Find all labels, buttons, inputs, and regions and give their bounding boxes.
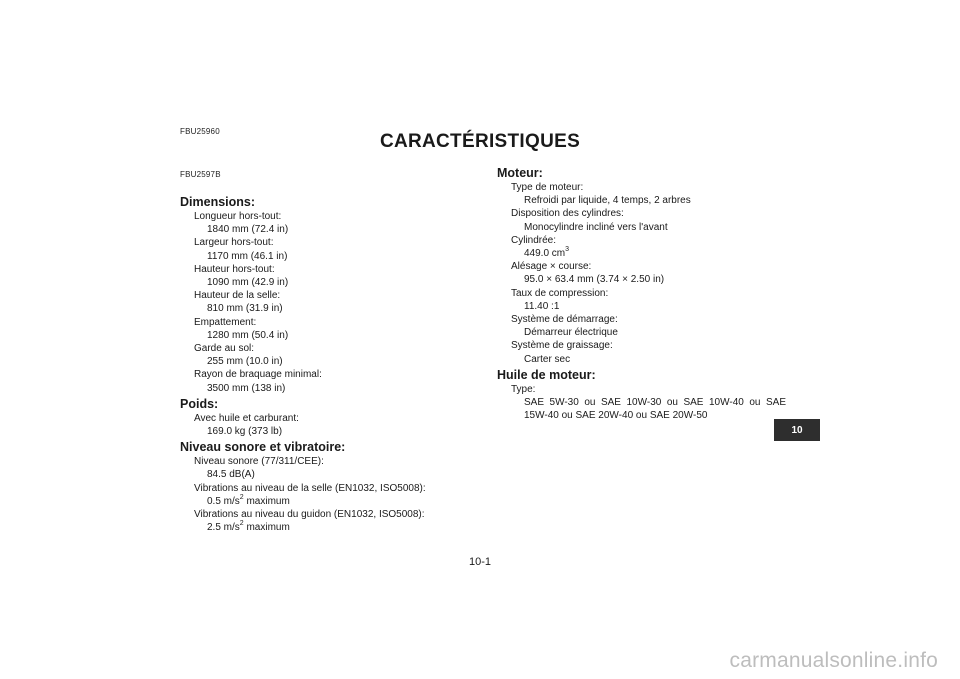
engine-heading: Moteur: (497, 166, 543, 180)
spec-label: Hauteur de la selle: (194, 290, 281, 302)
spec-value: 1840 mm (72.4 in) (207, 224, 289, 236)
weight-heading: Poids: (180, 396, 219, 411)
displacement-exp: 3 (565, 245, 570, 253)
spec-value (180, 495, 480, 508)
spec-label: Longueur hors-tout: (194, 211, 282, 222)
oil-list (497, 383, 797, 423)
seat-vibration-exp: 2 (239, 493, 244, 501)
spec-label: Garde au sol: (194, 343, 255, 355)
spec-value: 810 mm (31.9 in) (207, 303, 283, 315)
document-code-top: FBU25960 (180, 127, 220, 136)
handle-vibration-suffix: maximum (243, 522, 290, 534)
noise-list (180, 455, 480, 534)
spec-value: Refroidi par liquide, 4 temps, 2 arbres (524, 195, 691, 207)
spec-label: Vibrations au niveau du guidon (EN1032, ISO5008): (194, 509, 425, 521)
seat-vibration-num: 0.5 m/s (207, 495, 240, 507)
spec-value: Monocylindre incliné vers l'avant (524, 221, 668, 233)
spec-value: 1090 mm (42.9 in) (207, 277, 289, 289)
document-code-second: FBU2597B (180, 170, 221, 179)
chapter-tab: 10 (774, 419, 820, 441)
spec-label: Hauteur hors-tout: (194, 263, 275, 275)
spec-value (180, 521, 480, 534)
spec-label: Système de graissage: (511, 340, 613, 352)
weight-list (180, 412, 480, 438)
spec-label: Niveau sonore (77/311/CEE): (194, 456, 324, 468)
noise-heading: Niveau sonore et vibratoire: (180, 440, 346, 455)
dimensions-list (180, 210, 480, 395)
dimensions-heading: Dimensions: (180, 195, 256, 209)
spec-value: 169.0 kg (373 lb) (207, 426, 283, 438)
handle-vibration-num: 2.5 m/s (207, 522, 240, 534)
watermark: carmanualsonline.info (729, 649, 938, 672)
spec-value: Carter sec (524, 353, 571, 365)
left-column (180, 195, 480, 534)
spec-value: 95.0 × 63.4 mm (3.74 × 2.50 in) (524, 274, 665, 286)
oil-heading: Huile de moteur: (497, 367, 596, 382)
spec-label: Type: (511, 383, 536, 395)
handle-vibration-exp: 2 (239, 519, 244, 527)
spec-label: Largeur hors-tout: (194, 237, 274, 249)
spec-value: 11.40 :1 (524, 300, 560, 312)
spec-label: Type de moteur: (511, 182, 584, 193)
spec-value: 1170 mm (46.1 in) (207, 250, 288, 262)
spec-label: Alésage × course: (511, 261, 592, 273)
page-number: 10-1 (468, 556, 492, 568)
seat-vibration-suffix: maximum (243, 495, 290, 507)
spec-label: Système de démarrage: (511, 314, 618, 326)
right-column (497, 166, 797, 422)
spec-label: Taux de compression: (511, 287, 609, 299)
displacement-num: 449.0 cm (524, 248, 566, 260)
spec-value: Démarreur électrique (524, 327, 618, 339)
spec-value: 84.5 dB(A) (207, 469, 255, 481)
spec-value: 1280 mm (50.4 in) (207, 329, 289, 341)
spec-label: Disposition des cylindres: (511, 208, 624, 220)
spec-value: 255 mm (10.0 in) (207, 356, 283, 368)
spec-label: Rayon de braquage minimal: (194, 369, 322, 381)
engine-list (497, 181, 797, 366)
page-title: CARACTÉRISTIQUES (379, 131, 581, 152)
oil-type-value: SAE 5W-30 ou SAE 10W-30 ou SAE 10W-40 ou SAE 15W-40 ou SAE 20W-40 ou SAE 20W-50 (524, 397, 786, 422)
spec-label: Empattement: (194, 316, 257, 328)
spec-label: Cylindrée: (511, 234, 557, 246)
spec-label: Vibrations au niveau de la selle (EN1032, ISO5008): (194, 482, 426, 494)
spec-label: Avec huile et carburant: (194, 412, 299, 424)
spec-value (497, 247, 797, 260)
spec-value: 3500 mm (138 in) (207, 382, 286, 394)
